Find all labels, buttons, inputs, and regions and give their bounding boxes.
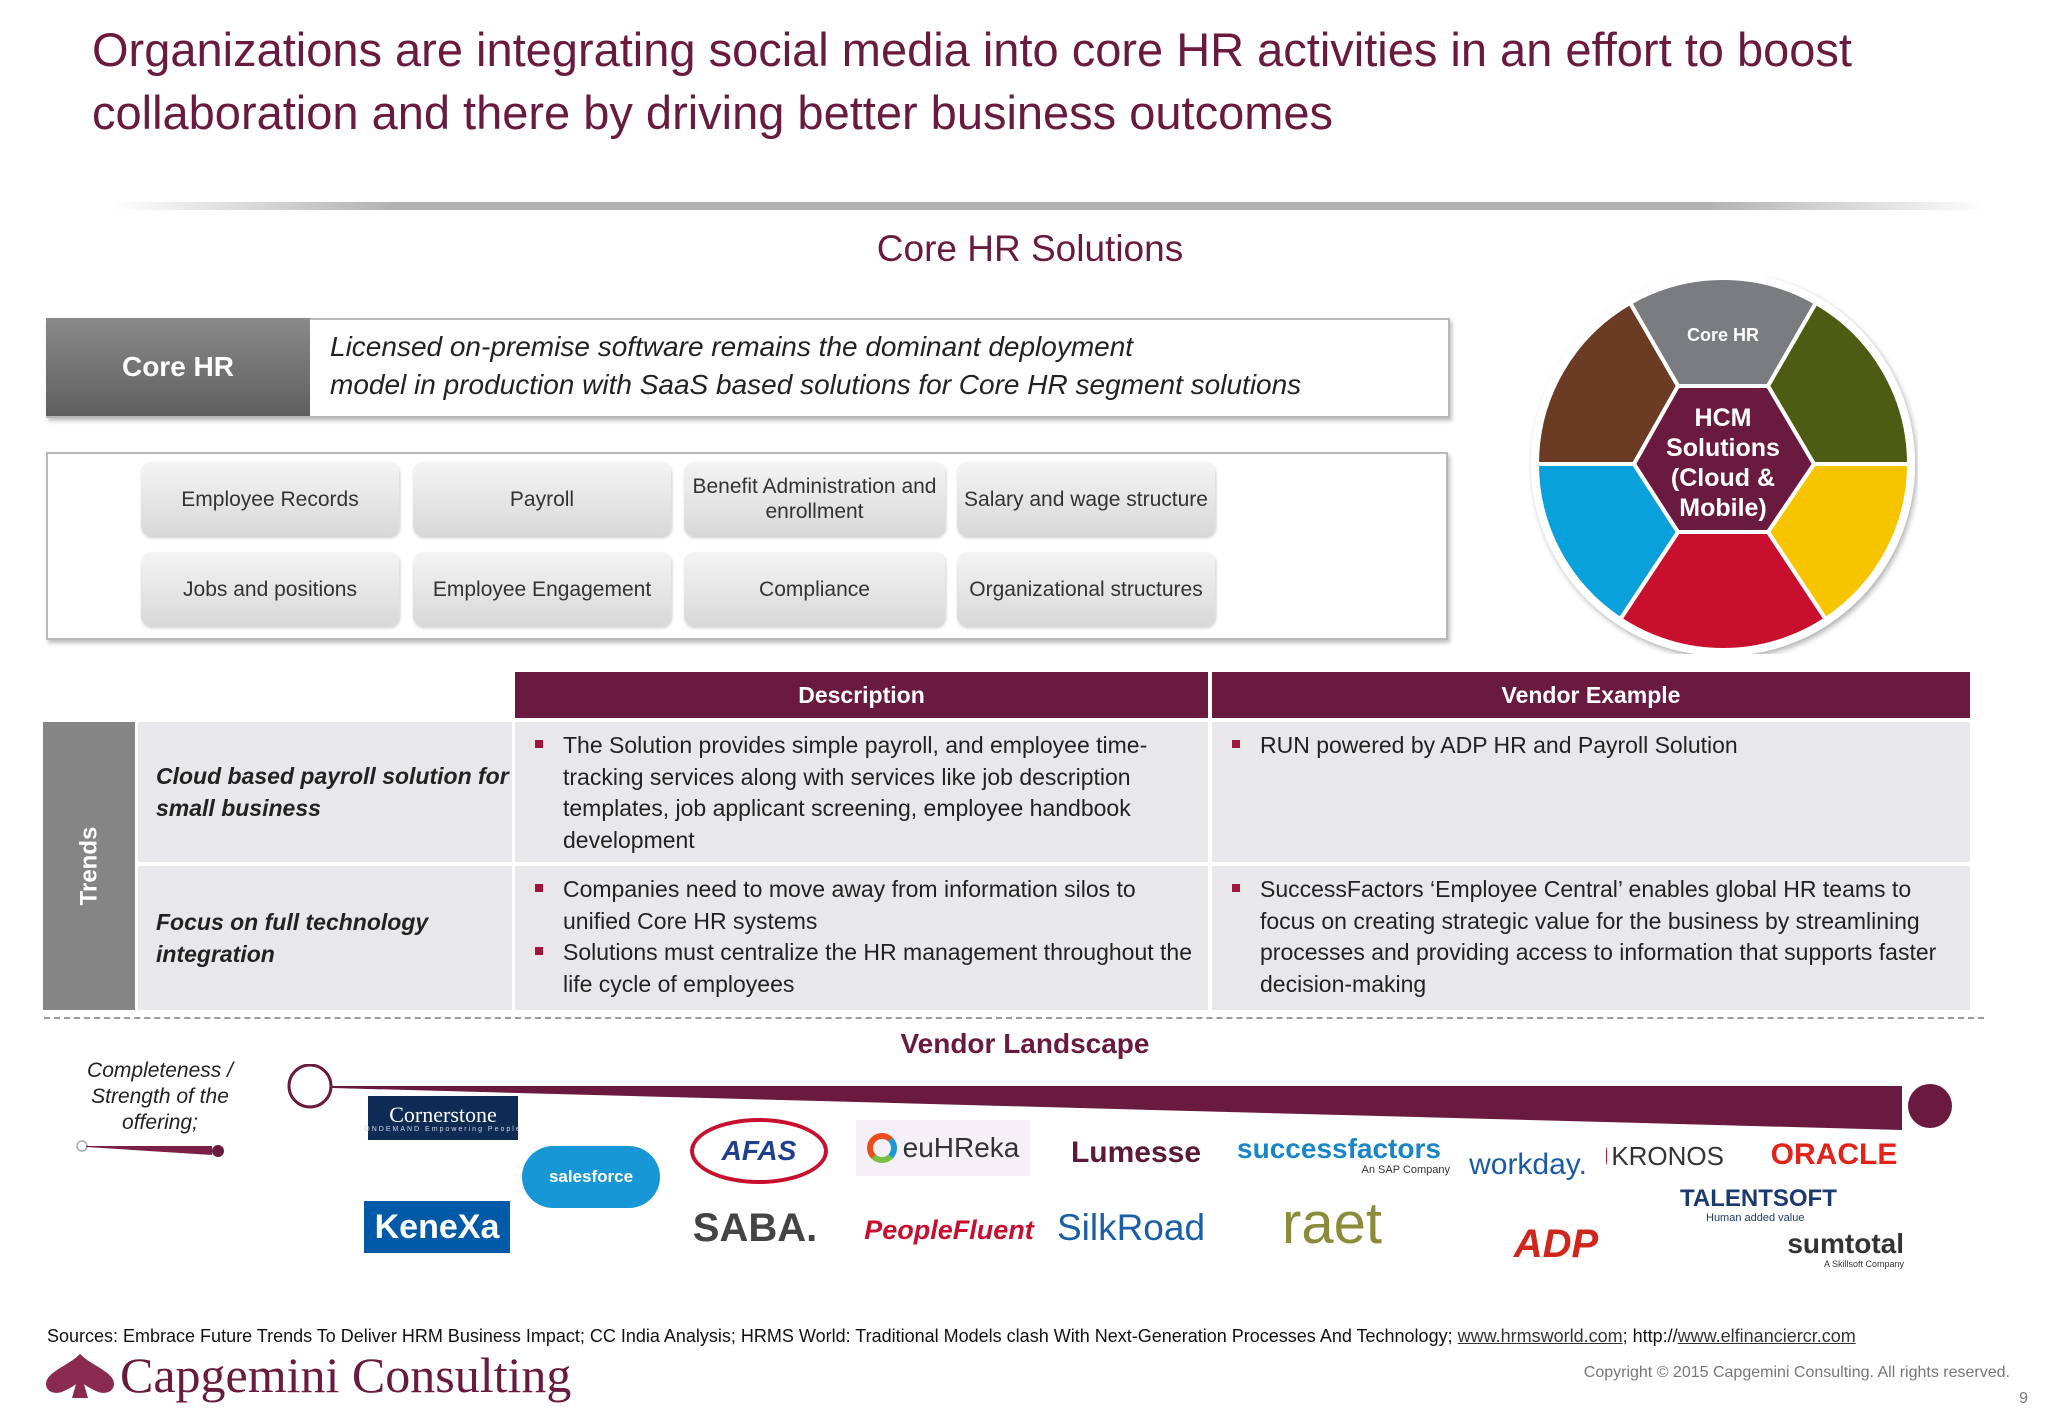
talentsoft-logo-text: TALENTSOFT <box>1680 1185 1837 1212</box>
oracle-logo-text: ORACLE <box>1770 1138 1898 1171</box>
page-title: Organizations are integrating social media into core HR activities in an effort to boost collaboration and there by driving better business outcomes <box>92 23 1852 139</box>
kronos-logo <box>1606 1132 1724 1180</box>
hcm-center-label: HCM Solutions (Cloud & Mobile) <box>1666 404 1780 522</box>
trend-vendor-cell <box>1212 866 1970 1010</box>
successfactors-logo-text: successfactors <box>1237 1133 1441 1164</box>
feature-benefit-administration: Benefit Administration and enrollment <box>684 462 945 536</box>
workday-logo-text: workday. <box>1469 1148 1587 1181</box>
silkroad-logo-text: SilkRoad <box>1056 1207 1206 1248</box>
lumesse-logo <box>1066 1128 1206 1178</box>
trend-vendor-cell <box>1212 722 1970 862</box>
trends-label <box>43 722 135 1010</box>
successfactors-logo-subtext: An SAP Company <box>1361 1164 1450 1176</box>
saba-logo-text: SABA. <box>692 1205 818 1250</box>
raet-logo <box>1252 1192 1412 1254</box>
cornerstone-logo <box>364 1096 522 1140</box>
feature-payroll: Payroll <box>413 462 671 536</box>
peoplefluent-logo <box>862 1202 1036 1258</box>
sources-separator: ; http:// <box>1622 1326 1678 1346</box>
hcm-segment-label: Core HR <box>1686 325 1760 345</box>
capgemini-logo-text: Capgemini Consulting <box>120 1347 572 1403</box>
divider <box>110 202 1990 210</box>
vendor-landscape-title: Vendor Landscape <box>900 1028 1150 1059</box>
trend-row-label: Focus on full technology integration <box>138 866 512 1010</box>
sources-note <box>47 1326 2037 1347</box>
cornerstone-logo-subtext: ONDEMAND Empowering People <box>364 1125 522 1133</box>
trend-description-cell <box>515 722 1208 862</box>
kenexa-logo-text: KeneXa <box>374 1207 500 1246</box>
source-link-hrmsworld[interactable]: www.hrmsworld.com <box>1457 1326 1623 1346</box>
salesforce-logo-text: salesforce <box>548 1167 634 1186</box>
page-number: 9 <box>2019 1390 2028 1407</box>
feature-employee-records: Employee Records <box>141 462 399 536</box>
adp-logo-text: ADP <box>1513 1221 1599 1266</box>
afas-logo-text: AFAS <box>721 1135 797 1166</box>
description-bullet: The Solution provides simple payroll, and employee time-tracking services along with services like job description templates, job applicant screening, employee handbook development <box>563 730 1196 856</box>
core-hr-label: Core HR <box>46 318 310 416</box>
workday-logo <box>1469 1130 1587 1200</box>
section-title: Core HR Solutions <box>876 228 1184 269</box>
trend-description-cell <box>515 866 1208 1010</box>
trend-row-label: Cloud based payroll solution for small business <box>138 722 512 862</box>
raet-logo-text: raet <box>1282 1190 1382 1256</box>
euhreka-logo <box>856 1120 1030 1176</box>
header-description: Description <box>515 672 1208 718</box>
core-hr-description-line: model in production with SaaS based solutions for Core HR segment solutions <box>330 369 1302 400</box>
feature-jobs-positions: Jobs and positions <box>141 552 399 626</box>
sumtotal-logo <box>1756 1222 1904 1276</box>
euhreka-logo-text: euHReka <box>902 1132 1020 1163</box>
kenexa-logo <box>364 1201 510 1253</box>
sources-text: Sources: Embrace Future Trends To Deliver HRM Business Impact; CC India Analysis; HRMS World: Traditional Models clash With Next-Generation Processes And Technology; <box>47 1326 1458 1346</box>
oracle-logo <box>1770 1130 1898 1180</box>
feature-compliance: Compliance <box>684 552 945 626</box>
kronos-logo-text: KRONOS <box>1611 1140 1724 1171</box>
euhreka-swirl-icon <box>867 1133 897 1163</box>
lumesse-logo-text: Lumesse <box>1070 1136 1202 1169</box>
salesforce-logo <box>522 1146 660 1208</box>
copyright-text: Copyright © 2015 Capgemini Consulting. All rights reserved. <box>1583 1364 2010 1381</box>
talentsoft-logo-subtext: Human added value <box>1706 1212 1805 1224</box>
kronos-mark-icon <box>1606 1147 1607 1165</box>
description-bullet: Companies need to move away from information silos to unified Core HR systems <box>563 874 1196 937</box>
description-bullet: Solutions must centralize the HR management throughout the life cycle of employees <box>563 937 1196 1000</box>
legend-wedge-icon <box>72 1138 232 1162</box>
afas-logo <box>690 1118 828 1184</box>
saba-logo <box>676 1198 830 1258</box>
sumtotal-logo-text: sumtotal <box>1787 1228 1904 1259</box>
feature-salary-structure: Salary and wage structure <box>957 462 1215 536</box>
vendor-bullet: RUN powered by ADP HR and Payroll Solution <box>1260 730 1958 762</box>
feature-organizational-structures: Organizational structures <box>957 552 1215 626</box>
hcm-wheel <box>1526 276 1918 654</box>
peoplefluent-logo-text: PeopleFluent <box>864 1214 1034 1245</box>
adp-logo <box>1502 1216 1610 1272</box>
successfactors-logo <box>1228 1126 1450 1184</box>
vendor-bullet: SuccessFactors ‘Employee Central’ enables global HR teams to focus on creating strategic value for the business by streamlining processes and providing access to information that supports faster decision-making <box>1260 874 1958 1000</box>
source-link-elfinanciercr[interactable]: www.elfinanciercr.com <box>1677 1326 1856 1346</box>
completeness-axis-label: Completeness / Strength of the offering; <box>87 1059 233 1134</box>
feature-employee-engagement: Employee Engagement <box>413 552 671 626</box>
header-vendor-example: Vendor Example <box>1212 672 1970 718</box>
core-hr-description <box>330 328 1430 404</box>
silkroad-logo <box>1058 1200 1204 1256</box>
trends-label-text: Trends <box>74 826 102 906</box>
dashed-separator <box>44 1017 1984 1019</box>
sumtotal-logo-subtext: A Skillsoft Company <box>1823 1259 1904 1269</box>
capgemini-spade-icon <box>40 1350 120 1400</box>
core-hr-description-line: Licensed on-premise software remains the dominant deployment <box>330 331 1134 362</box>
cornerstone-logo-text: Cornerstone <box>389 1101 497 1127</box>
